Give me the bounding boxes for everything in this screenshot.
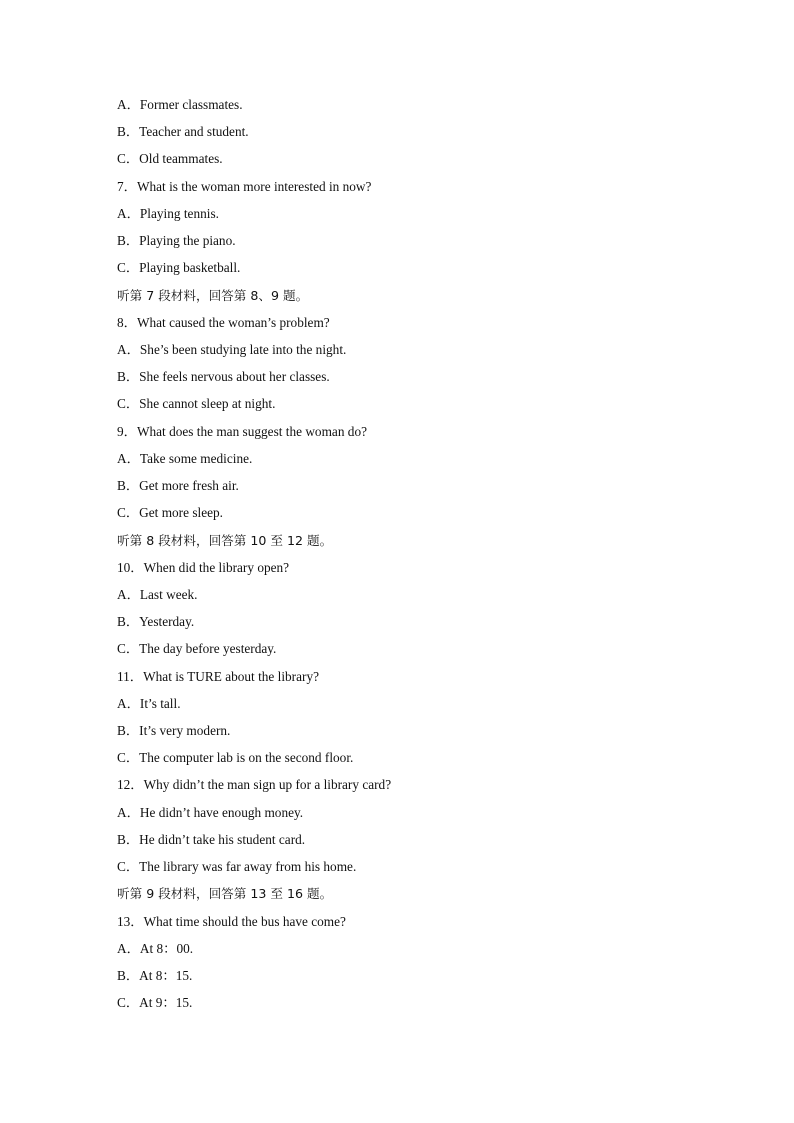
answer-option: A．Last week. xyxy=(117,586,198,602)
answer-option: B．He didn’t take his student card. xyxy=(117,831,306,847)
answer-option: A．It’s tall. xyxy=(117,695,181,711)
answer-option: A．Former classmates. xyxy=(117,97,243,112)
answer-option: C．The library was far away from his home. xyxy=(117,859,357,875)
section-instruction: 听第 8 段材料，回答第 10 至 12 题。 xyxy=(117,532,333,548)
answer-option: B．Yesterday. xyxy=(117,614,195,630)
answer-option: B．It’s very modern. xyxy=(117,723,231,739)
answer-option: A．At 8：00. xyxy=(117,940,194,956)
question-text: 8．What caused the woman’s problem? xyxy=(117,314,330,330)
question-text: 12．Why didn’t the man sign up for a library card? xyxy=(117,777,392,793)
answer-option: C．Playing basketball. xyxy=(117,260,241,276)
answer-option: B．Teacher and student. xyxy=(117,124,249,140)
answer-option: C．Old teammates. xyxy=(117,151,223,167)
question-text: 13．What time should the bus have come? xyxy=(117,913,346,929)
question-text: 11．What is TURE about the library? xyxy=(117,668,319,684)
answer-option: C．At 9：15. xyxy=(117,995,193,1011)
question-text: 7．What is the woman more interested in now? xyxy=(117,178,372,194)
answer-option: C．She cannot sleep at night. xyxy=(117,396,276,412)
answer-option: B．She feels nervous about her classes. xyxy=(117,369,330,385)
document-body xyxy=(117,95,737,1020)
answer-option: B．At 8：15. xyxy=(117,968,193,983)
section-instruction: 听第 9 段材料，回答第 13 至 16 题。 xyxy=(117,886,333,902)
answer-option: A．He didn’t have enough money. xyxy=(117,804,304,820)
answer-option: A．She’s been studying late into the night. xyxy=(117,341,347,357)
answer-option: C．Get more sleep. xyxy=(117,505,223,521)
answer-option: B．Playing the piano. xyxy=(117,233,236,249)
answer-option: C．The computer lab is on the second floor. xyxy=(117,750,354,766)
question-text: 10．When did the library open? xyxy=(117,559,290,575)
answer-option: A．Playing tennis. xyxy=(117,205,219,221)
answer-option: B．Get more fresh air. xyxy=(117,478,239,494)
answer-option: C．The day before yesterday. xyxy=(117,641,277,657)
section-instruction: 听第 7 段材料，回答第 8、9 题。 xyxy=(117,287,309,303)
question-text: 9．What does the man suggest the woman do? xyxy=(117,423,367,439)
answer-option: A．Take some medicine. xyxy=(117,450,253,466)
